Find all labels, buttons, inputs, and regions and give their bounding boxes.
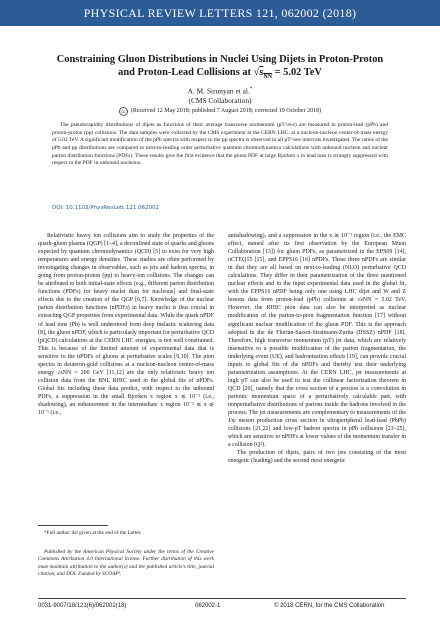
footer-page-number: 062002-1 — [195, 603, 221, 609]
title-line-2-pre: and Proton-Lead Collisions at — [118, 66, 252, 78]
footer-divider — [38, 598, 406, 599]
collaboration: (CMS Collaboration) — [188, 96, 252, 106]
body-paragraph: antishadowing), and a suppression in the x ≳ 10⁻¹ region (i.e., the EMC effect, named after its first observation by the European Muon Collaboration [13]) for gluon PDFs, as parametrized in the EPS09 [14], nCTEQ15 [15], and EPPS16 [16] nPDFs. These three nPDFs are similar in that they are all based on next-to-leading (NLO) perturbative QCD calculations. They differ in their parametrization of the three mentioned nuclear effects and in the input experimental data used in the global fit, with the EPPS16 nPDF being only one using LHC dijet and W and Z bosons data from proton-lead (pPb) collisions at √sNN = 5.02 TeV. However, the RHIC pion data can also be interpreted as nuclear modification of the parton-to-pion fragmentation function [17] without significant nuclear modification of the gluon PDF. This is the approach adopted in the de Florian-Sassot-Stratmann-Zurita (DSSZ) nPDF [18]. Therefore, high transverse momentum (pT) jet data, which are relatively insensitive to a possible modification of the parton fragmentation, the underlying event (UE), and hadronization effects [19], can provide crucial inputs to global fits of the nPDFs and thereby test their underlying parametrization assumptions. At the CERN LHC, jet measurements at high pT can also be used to test the collinear factorization theorem in QCD [20], namely that the cross section of a process is a convolution in partonic momentum space of a perturbatively calculable part, with nonperturbative distributions of partons inside the hadrons involved in the process. The jet measurements are complementary to measurements of the J/ψ meson production cross section in ultraperipheral lead-lead (PbPb) collisions [21,22] and low-pT hadron spectra in pPb collisions [23–25], which are sensitive to nPDFs at lower values of the momentum transfer in a collision (Q²). — [228, 233, 406, 449]
abstract: The pseudorapidity distributions of dijets as functions of their average transverse momentum (pT^ave) are measured in proton-lead (pPb) and proton-proton (pp) collisions. The data samples were collected by the CMS experiment at the CERN LHC, at a nucleon-nucleon center-of-mass energy of 5.02 TeV. A significant modification of the pPb spectra with respect to the pp spectra is observed in all pT^ave intervals investigated. The ratios of the pPb and pp distributions are compared to next-to-leading order perturbative quantum chromodynamics calculations with unbound nucleon and nuclear parton distribution functions (PDFs). These results give the first evidence that the gluon PDF at large Bjorken x in lead ions is strongly suppressed with respect to the PDF in unbound nucleons. — [52, 122, 388, 167]
received-dates: cc (Received 12 May 2018; published 7 August 2018; corrected 19 October 2018) — [0, 107, 440, 116]
article-title — [30, 54, 410, 83]
left-column — [38, 232, 214, 417]
sqrt-radicand: $s_{NN}$ — [259, 66, 273, 80]
footnote-divider — [38, 525, 108, 526]
body-paragraph: The production of dijets, pairs of two jets consisting of the most energetic (leading) and the second most energetic — [228, 450, 406, 465]
footer-copyright: © 2018 CERN, for the CMS Collaboration — [274, 603, 385, 609]
license-notice: Published by the American Physical Society under the terms of the Creative Commons Attribution 4.0 International license. Further distribution of this work must maintain attribution to the author(s) and the published article's title, journal citation, and DOI. Funded by SCOAP³. — [38, 549, 214, 578]
creative-commons-icon[interactable]: cc — [119, 107, 128, 116]
journal-header: PHYSICAL REVIEW LETTERS 121, 062002 (2018) — [0, 0, 440, 26]
title-line-1: Constraining Gluon Distributions in Nuclei Using Dijets in Proton-Proton — [56, 54, 384, 65]
doi-link[interactable]: DOI: 10.1103/PhysRevLett.121.062002 — [52, 205, 160, 211]
body-paragraph: Relativistic heavy ion collisions aim to study the properties of the quark-gluon plasma (QGP) [1–4], a deconfined state of quarks and gluons expected by quantum chromodynamics (QCD) [5] to exist for very high temperatures and energy densities. These studies are often performed by investigating changes in observables, such as jets and hadron spectra, in going from proton-proton (pp) to heavy-ion collisions. The changes can be attributed to both initial-state effects (e.g., different parton distribution functions (PDFs) for heavy nuclei than for nucleons] and final-state effects due to the creation of the QGP [6,7]. Knowledge of the nuclear parton distribution functions (nPDFs) in heavy nuclei is thus crucial in extracting QGP properties from experimental data. While the quark nPDF of lead ions (Pb) is well understood from deep inelastic scattering data [8], the gluon nPDF, which is particularly important for perturbative QCD (pQCD) calculations at the CERN LHC energies, is not well constrained. This is because of the limited amount of experimental data that is sensitive to the nPDFs of gluons at perturbative scales [9,10]. The pion spectra in deuteron-gold collisions at a nucleon-nucleon center-of-mass energy √sNN = 200 GeV [11,12] are the only relativistic heavy ion collision data from the BNL RHIC used in the global fits of nPDFs. Global fits including these data predict, with respect to the unbound PDFs, a suppression in the small Bjorken x region x ≲ 10⁻² (i.e., shadowing), an enhancement in the intermediate x region 10⁻² ≲ x ≲ 10⁻¹ (i.e., — [38, 233, 214, 417]
authors-block — [0, 85, 440, 106]
title-line-2 — [30, 67, 410, 84]
footer-issn: 0031-9007/18/121(6)/062002(18) — [38, 603, 127, 609]
right-column — [228, 232, 406, 465]
author-list: A. M. Sirunyan et al.* — [187, 86, 253, 96]
title-line-2-post: = 5.02 TeV — [274, 66, 322, 78]
sqrt-expression — [254, 67, 272, 78]
sqrt-symbol: √ — [253, 66, 260, 78]
footnote: *Full author list given at the end of the Letter. — [44, 530, 142, 536]
